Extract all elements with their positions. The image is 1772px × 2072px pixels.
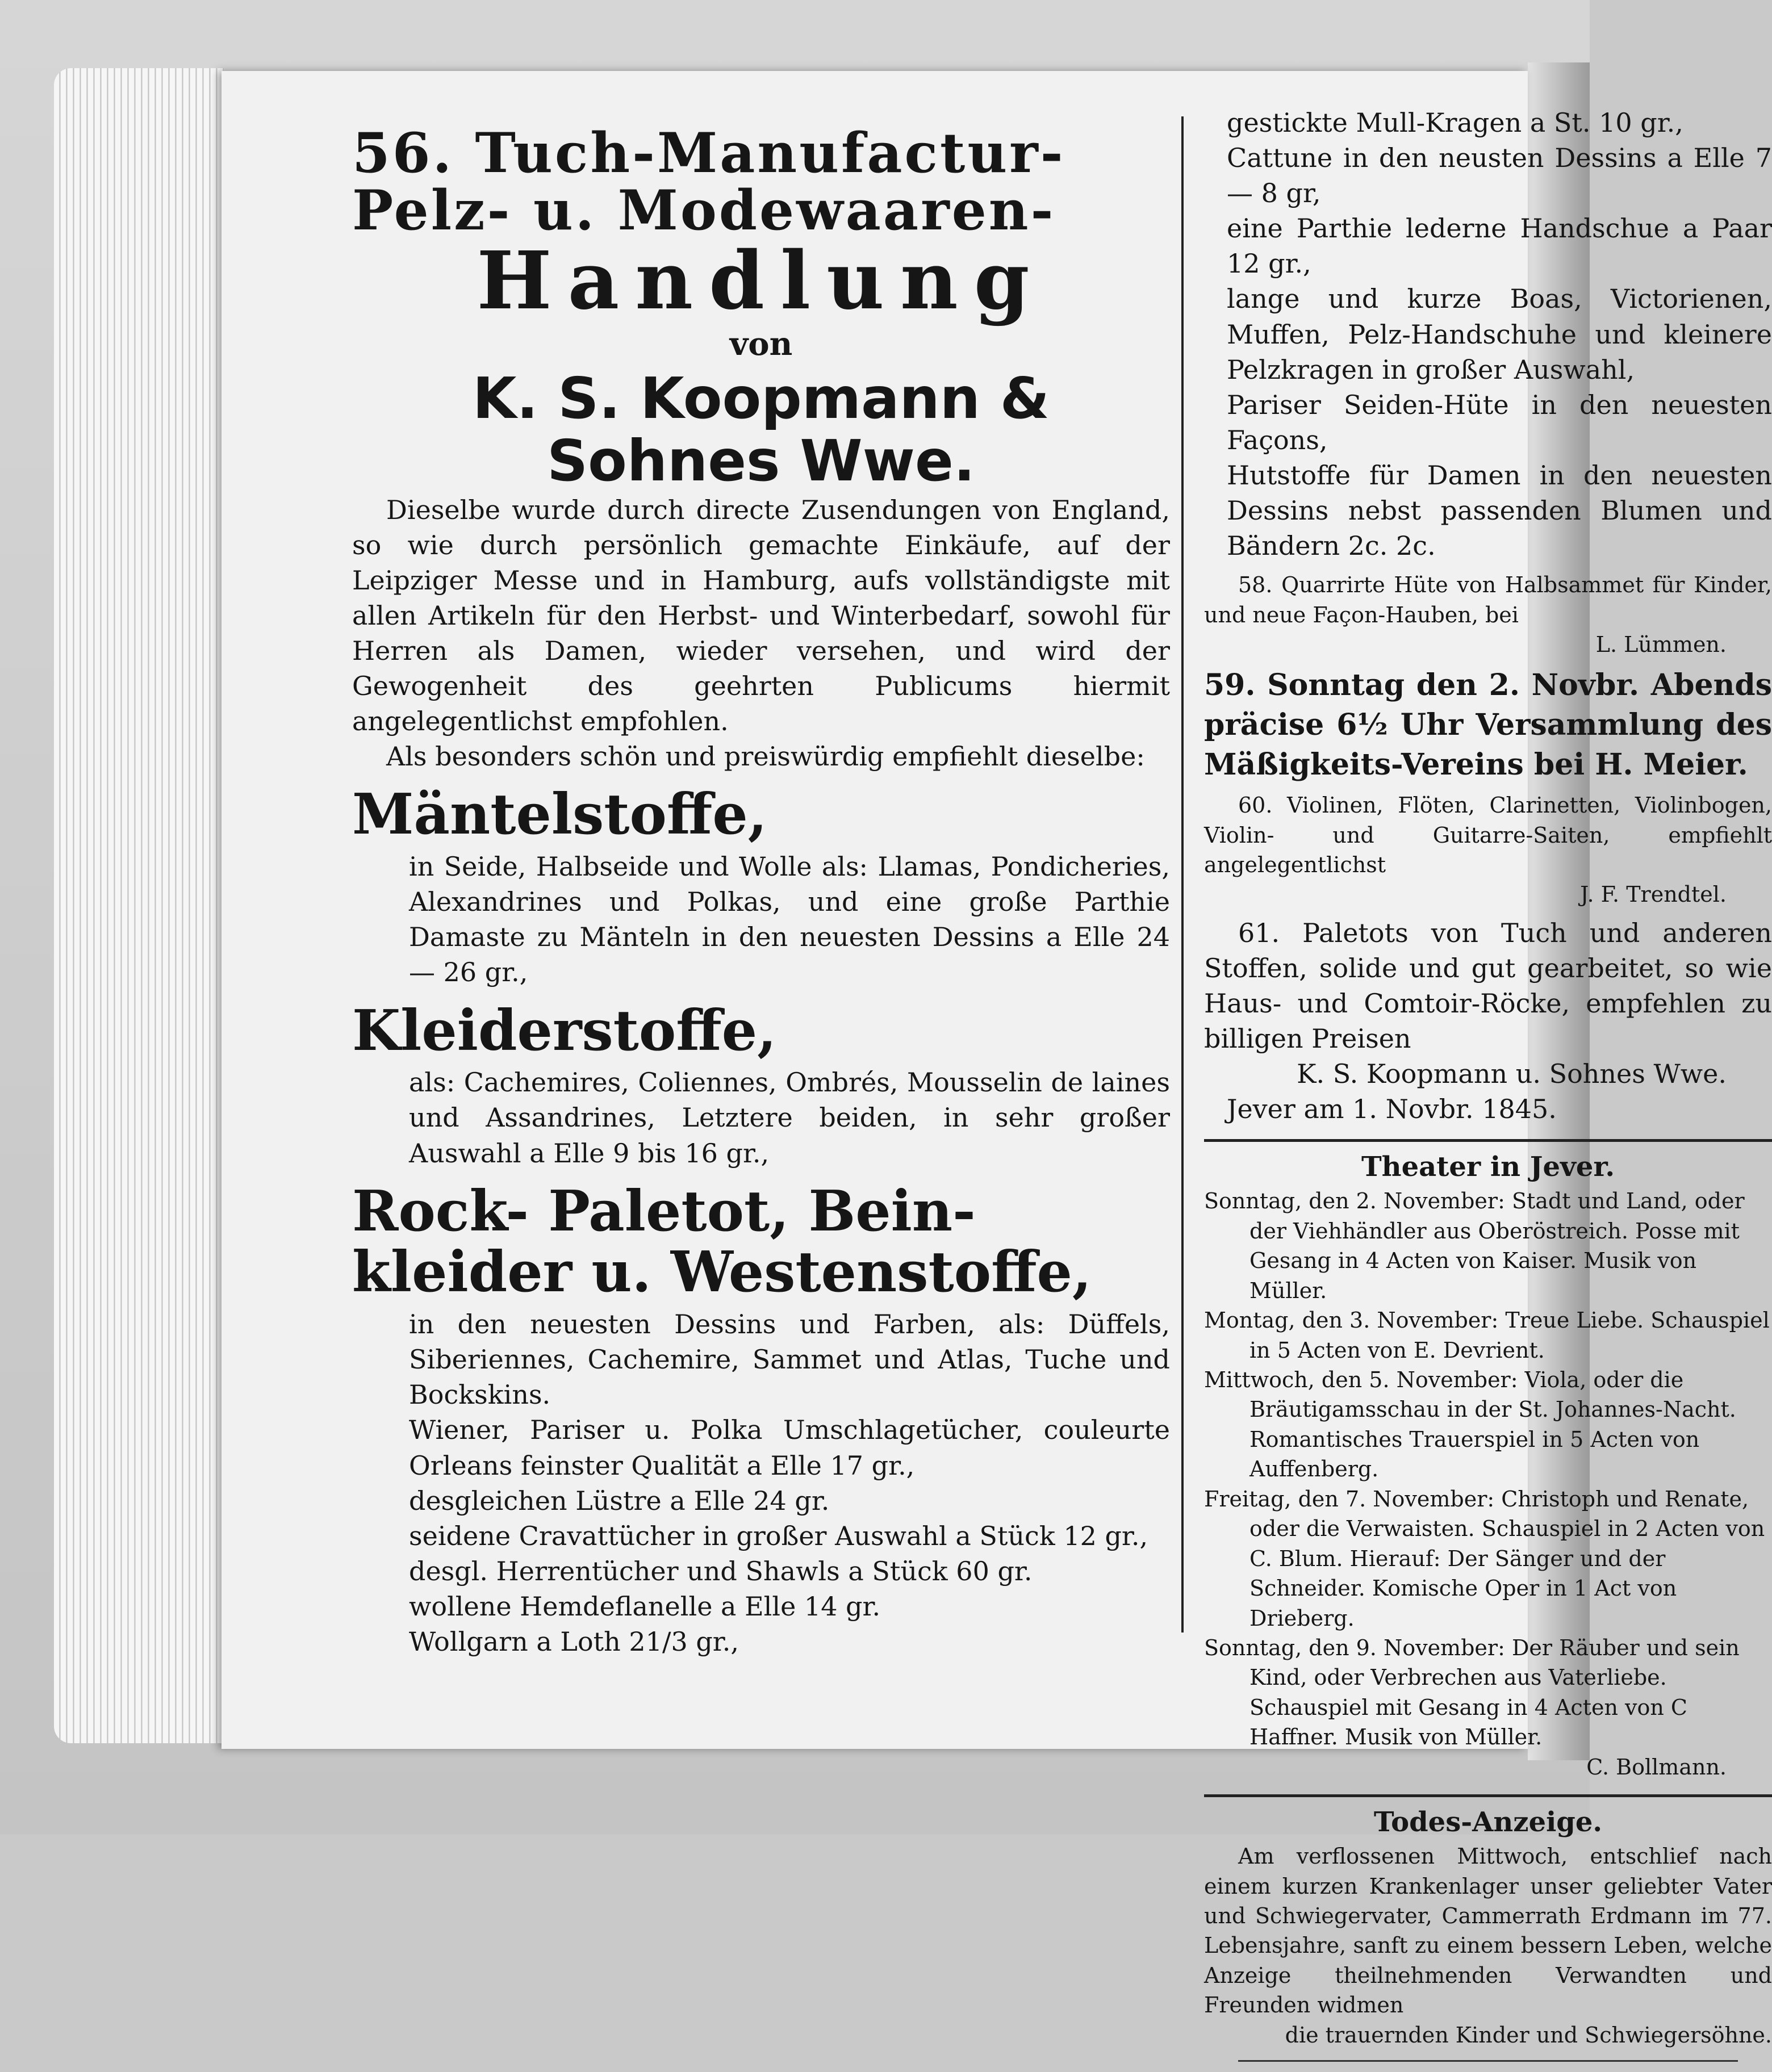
ad61-date: Jever am 1. Novbr. 1845. [1227, 1094, 1557, 1125]
headline-line-2: Pelz- u. Modewaaren- [352, 178, 1056, 242]
divider-rule [1204, 1139, 1772, 1142]
left-column [352, 121, 1170, 1659]
section-rockstoffe-text-1: in den neuesten Dessins und Farben, als: Düffels, Siberiennes, Cachemire, Sammet und Atlas, Tuche und Bockskins. [409, 1309, 1170, 1410]
ad58-text: 58. Quarrirte Hüte von Halbsammet für Kinder, und neue Façon-Hauben, bei [1204, 572, 1772, 627]
end-rule [1238, 2060, 1738, 2062]
headline-line-3: Handlung [477, 234, 1046, 328]
section-rockstoffe-title-2: kleider u. Westenstoffe, [352, 1240, 1092, 1305]
section-maentelstoffe-title: Mäntelstoffe, [352, 782, 767, 848]
section-rockstoffe-title-1: Rock- Paletot, Bein- [352, 1178, 976, 1244]
death-notice-text: Am verflossenen Mittwoch, entschlief nach einem kurzen Krankenlager unser geliebter Vater und Schwiegervater, Cammerrath Erdmann im 77. Lebensjahre, sanft zu einem bessern Leben, welche Anzeige theilnehmenden Verwandten und Freunden widmen [1204, 1844, 1772, 2018]
ad56-item-5: Pariser Seiden-Hüte in den neuesten Façons, [1227, 389, 1772, 455]
theater-entry-2: Montag, den 3. November: Treue Liebe. Schauspiel in 5 Acten von E. Devrient. [1204, 1308, 1770, 1363]
section-rockstoffe-text-5: desgl. Herrentücher und Shawls a Stück 60 gr. [409, 1555, 1033, 1587]
ad58-signature: L. Lümmen. [1595, 632, 1727, 658]
section-rockstoffe-text-6: wollene Hemdeflanelle a Elle 14 gr. [409, 1590, 881, 1622]
theater-title: Theater in Jever. [1361, 1151, 1615, 1183]
headline-line-1: 56. Tuch-Manufactur- [352, 121, 1065, 185]
theater-entry-1: Sonntag, den 2. November: Stadt und Land, oder der Viehhändler aus Oberöstreich. Posse mit Gesang in 4 Acten von Kaiser. Musik von Müller. [1204, 1188, 1745, 1303]
section-kleiderstoffe-text: als: Cachemires, Coliennes, Ombrés, Mousselin de laines und Assandrines, Letztere beiden, in sehr großer Auswahl a Elle 9 bis 16 gr., [409, 1067, 1170, 1169]
ad60-signature: J. F. Trendtel. [1580, 882, 1727, 907]
ad56-item-1: gestickte Mull-Kragen a St. 10 gr., [1227, 107, 1683, 138]
theater-entry-5: Sonntag, den 9. November: Der Räuber und sein Kind, oder Verbrechen aus Vaterliebe. Schauspiel mit Gesang in 4 Acten von C Haffner. Musik von Müller. [1204, 1635, 1740, 1750]
ad59-text: 59. Sonntag den 2. Novbr. Abends präcise 6½ Uhr Versammlung des Mäßigkeits-Vereins bei H. Meier. [1204, 667, 1772, 782]
theater-signature: C. Bollmann. [1586, 1754, 1727, 1780]
intro-paragraph: Dieselbe wurde durch directe Zusendungen von England, so wie durch persönlich gemachte Einkäufe, auf der Leipziger Messe und in Hamburg, aufs vollständigste mit allen Artikeln für den Herbst- und Winterbedarf, sowohl für Herren als Damen, wieder versehen, und wird der Gewogenheit des geehrten Publicums hiermit angelegentlichst empfohlen. [352, 494, 1170, 737]
ad61-text: 61. Paletots von Tuch und anderen Stoffen, solide und gut gearbeitet, so wie Haus- und Comtoir-Röcke, empfehlen zu billigen Preisen [1204, 917, 1772, 1054]
ad61-signature: K. S. Koopmann u. Sohnes Wwe. [1297, 1058, 1727, 1090]
section-rockstoffe-text-2: Wiener, Pariser u. Polka Umschlagetücher, couleurte Orleans feinster Qualität a Elle 17 gr., [409, 1414, 1170, 1481]
theater-entry-4: Freitag, den 7. November: Christoph und Renate, oder die Verwaisten. Schauspiel in 2 Acten von C. Blum. Hierauf: Der Sänger und der Schneider. Komische Oper in 1 Act von Drieberg. [1204, 1486, 1765, 1631]
column-divider [1181, 116, 1184, 1633]
death-notice-signature: die trauernden Kinder und Schwiegersöhne. [1285, 2022, 1772, 2048]
section-rockstoffe-text-4: seidene Cravattücher in großer Auswahl a Stück 12 gr., [409, 1520, 1148, 1551]
firm-name-1: K. S. Koopmann & [473, 365, 1050, 432]
section-rockstoffe-text-3: desgleichen Lüstre a Elle 24 gr. [409, 1485, 830, 1516]
section-kleiderstoffe-title: Kleiderstoffe, [352, 998, 777, 1064]
recommend-paragraph: Als besonders schön und preiswürdig empfiehlt dieselbe: [386, 741, 1145, 772]
book-page-edges [54, 68, 224, 1743]
von-label: von [729, 325, 793, 363]
death-notice-title: Todes-Anzeige. [1373, 1806, 1603, 1839]
theater-entry-3: Mittwoch, den 5. November: Viola, oder die Bräutigamsschau in der St. Johannes-Nacht. Romantisches Trauerspiel in 5 Acten von Auffenberg. [1204, 1367, 1736, 1482]
section-rockstoffe-text-7: Wollgarn a Loth 21/3 gr., [409, 1626, 739, 1657]
right-column [1204, 105, 1772, 2072]
newspaper-page [222, 71, 1772, 2048]
ad56-item-4: lange und kurze Boas, Victorienen, Muffen, Pelz-Handschuhe und kleinere Pelzkragen in großer Auswahl, [1227, 283, 1772, 385]
ad56-item-6: Hutstoffe für Damen in den neuesten Dessins nebst passenden Blumen und Bändern 2c. 2c. [1227, 459, 1772, 562]
divider-rule-2 [1204, 1794, 1772, 1797]
section-maentelstoffe-text: in Seide, Halbseide und Wolle als: Llamas, Pondicheries, Alexandrines und Polkas, und eine große Parthie Damaste zu Mänteln in den neuesten Dessins a Elle 24 — 26 gr., [409, 851, 1170, 988]
ad60-text: 60. Violinen, Flöten, Clarinetten, Violinbogen, Violin- und Guitarre-Saiten, empfiehlt angelegentlichst [1204, 793, 1772, 877]
ad56-item-3: eine Parthie lederne Handschue a Paar 12 gr., [1227, 213, 1772, 279]
ad56-item-2: Cattune in den neusten Dessins a Elle 7 — 8 gr, [1227, 143, 1772, 209]
firm-name-2: Sohnes Wwe. [547, 427, 975, 494]
